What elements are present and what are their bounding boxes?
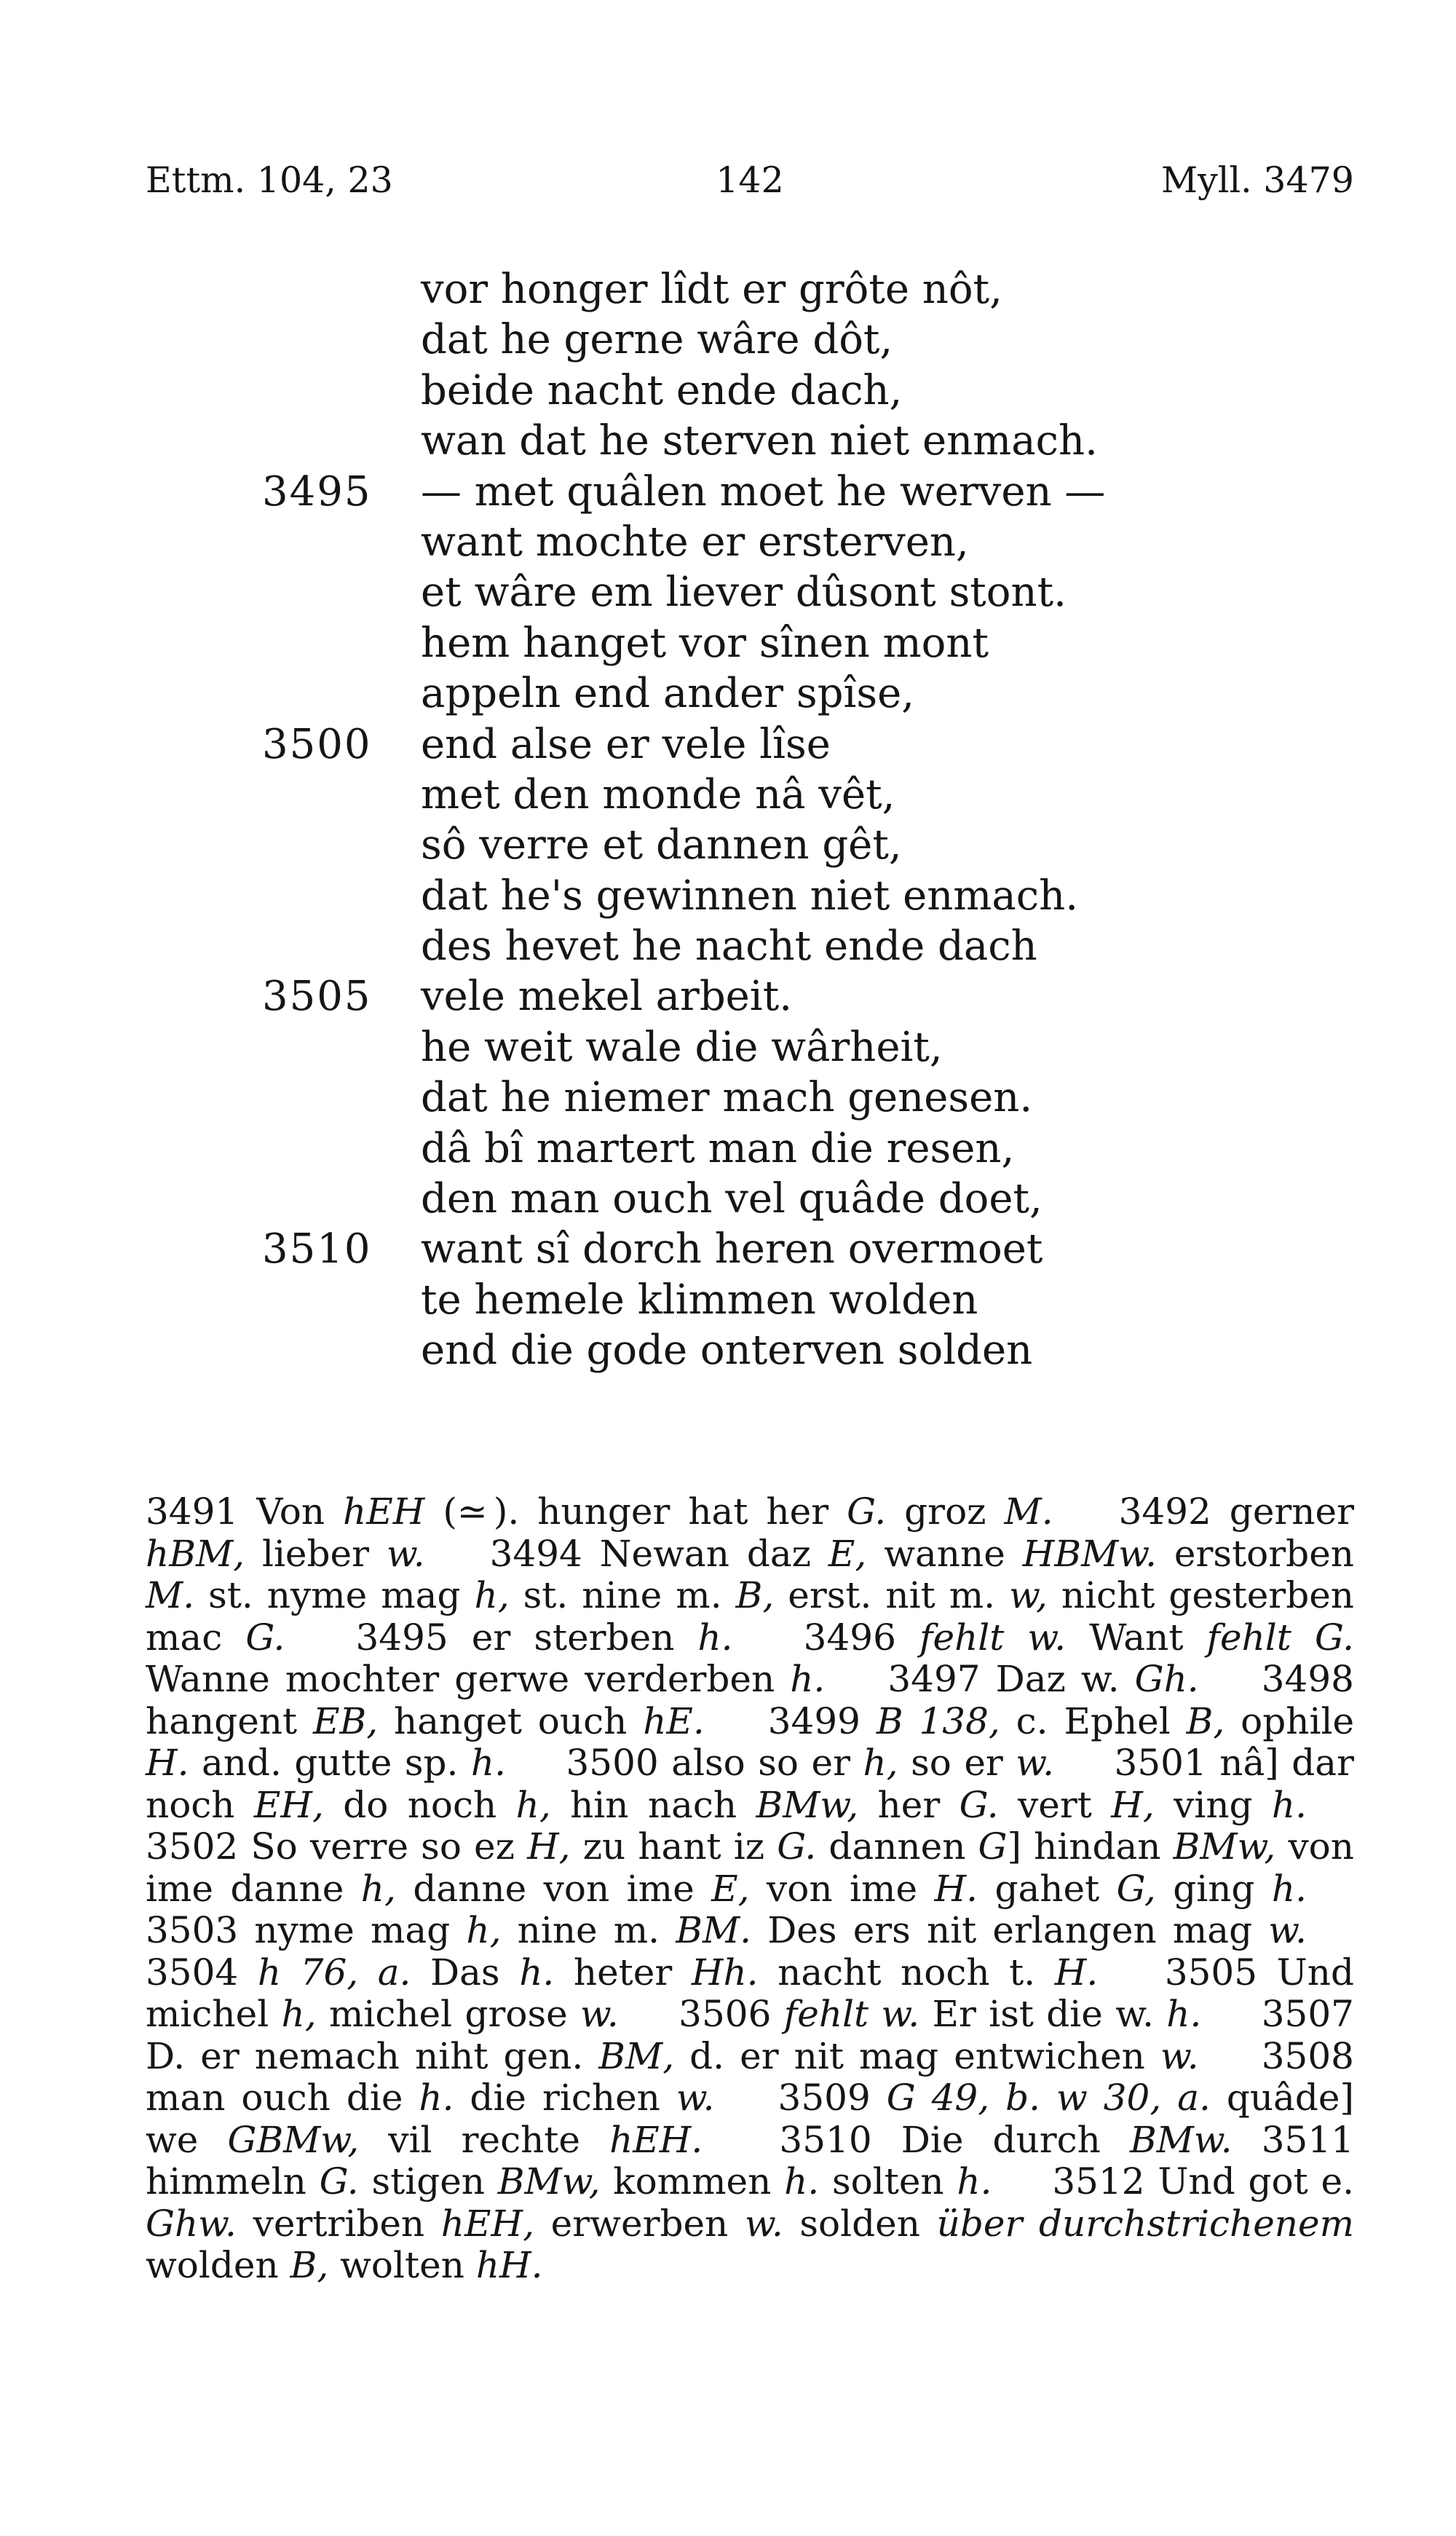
apparatus-text: dannen: [816, 1825, 978, 1868]
apparatus-text: 3507 D. er nemach niht gen.: [146, 1993, 1354, 2077]
apparatus-text: ging: [1155, 1867, 1272, 1910]
siglum-italic: b.: [1005, 2077, 1041, 2119]
verse-text: vor honger lîdt er grôte nôt,: [421, 266, 1002, 313]
siglum-italic: Gh.: [1134, 1658, 1199, 1700]
siglum-italic: B,: [290, 2244, 329, 2286]
siglum-italic: G: [978, 1825, 1008, 1868]
verse-line: [262, 668, 1208, 719]
verse-line: [262, 1174, 1208, 1224]
apparatus-text: so er: [898, 1742, 1016, 1784]
siglum-italic: hH.: [475, 2244, 543, 2286]
apparatus-text: zu hant iz: [570, 1825, 778, 1868]
verse-number: 3495: [262, 467, 372, 516]
apparatus-text: 3512 Und got e.: [1052, 2160, 1354, 2203]
siglum-italic: E,: [828, 1532, 867, 1575]
siglum-italic: über durchstrichenem: [936, 2202, 1354, 2245]
siglum-italic: BMw.: [1129, 2118, 1233, 2161]
apparatus-text: Er ist die w.: [919, 1993, 1167, 2035]
siglum-italic: h,: [515, 1783, 551, 1826]
siglum-italic: fehlt G.: [1206, 1616, 1354, 1659]
verse-text: end alse er vele lîse: [421, 720, 831, 768]
apparatus-text: hin nach: [550, 1783, 756, 1826]
apparatus-text: 3505 Und michel: [146, 1951, 1354, 2035]
verse-text: den man ouch vel quâde doet,: [421, 1175, 1042, 1223]
verse-line: [262, 366, 1208, 416]
verse-line: [262, 618, 1208, 668]
siglum-italic: M.: [146, 1574, 195, 1616]
apparatus-text: Das: [411, 1951, 520, 1994]
siglum-italic: w.: [1016, 1742, 1055, 1784]
verse-text: want mochte er ersterven,: [421, 518, 969, 566]
apparatus-text: erwerben: [534, 2202, 745, 2245]
apparatus-text: ophile: [1224, 1699, 1355, 1742]
siglum-italic: H,: [1111, 1783, 1155, 1826]
siglum-italic: h,: [863, 1742, 898, 1784]
siglum-italic: w.: [676, 2077, 715, 2119]
apparatus-text: d. er nit mag entwichen: [674, 2034, 1160, 2077]
verse-line: [262, 1073, 1208, 1123]
verse-line: [262, 467, 1208, 517]
verse-text: wan dat he sterven niet enmach.: [421, 417, 1098, 465]
siglum-italic: w.: [744, 2202, 783, 2245]
siglum-italic: w.: [386, 1532, 425, 1575]
apparatus-text: 3509: [778, 2077, 887, 2119]
apparatus-text: 3510 Die durch: [779, 2118, 1130, 2161]
apparatus-text: 3497 Daz w.: [887, 1658, 1135, 1700]
apparatus-text: 3498 hangent: [146, 1658, 1354, 1742]
siglum-italic: h,: [360, 1867, 396, 1910]
siglum-italic: B 138,: [876, 1699, 1000, 1742]
header-left-reference: Ettm. 104, 23: [146, 159, 393, 201]
verse-text: des hevet he nacht ende dach: [421, 923, 1037, 971]
verse-number: 3510: [262, 1225, 372, 1273]
verse-line: [262, 871, 1208, 921]
apparatus-text: danne von ime: [395, 1867, 712, 1910]
apparatus-text: lieber: [245, 1532, 387, 1575]
verse-text: beide nacht ende dach,: [421, 366, 903, 414]
siglum-italic: BM,: [598, 2034, 675, 2077]
verse-text: dat he's gewinnen niet enmach.: [421, 872, 1078, 920]
siglum-italic: h.: [419, 2077, 454, 2119]
apparatus-text: erstorben: [1157, 1532, 1354, 1575]
apparatus-text: c. Ephel: [1000, 1699, 1187, 1742]
apparatus-text: [358, 1951, 378, 1994]
verse-text: dat he niemer mach genesen.: [421, 1074, 1033, 1122]
verse-text: hem hanget vor sînen mont: [421, 619, 989, 667]
apparatus-text: nicht gesterben mac: [146, 1574, 1355, 1659]
apparatus-text: Des ers nit erlangen mag: [751, 1909, 1269, 1951]
siglum-italic: G.: [777, 1825, 817, 1868]
apparatus-text: ving: [1154, 1783, 1272, 1826]
siglum-italic: h 76,: [257, 1951, 359, 1994]
siglum-italic: w.: [1160, 2034, 1199, 2077]
siglum-italic: GBMw,: [227, 2118, 360, 2161]
verse-text: met den monde nâ vêt,: [421, 770, 895, 818]
verse-text: te hemele klimmen wolden: [421, 1276, 978, 1324]
verse-line: [262, 1275, 1208, 1325]
verse-text: appeln end ander spîse,: [421, 670, 915, 718]
verse-line: [262, 971, 1208, 1022]
verse-text: — met quâlen moet he werven —: [421, 467, 1106, 516]
page-number: 142: [716, 159, 784, 201]
verse-line: [262, 770, 1208, 820]
apparatus-text: 3502 So verre so ez: [146, 1825, 528, 1868]
apparatus-text: Want: [1066, 1616, 1207, 1659]
verse-line: [262, 921, 1208, 971]
siglum-italic: w 30,: [1056, 2077, 1162, 2119]
siglum-italic: M.: [1004, 1490, 1053, 1533]
apparatus-text: vertriben: [236, 2202, 441, 2245]
siglum-italic: hEH,: [440, 2202, 534, 2245]
apparatus-text: stigen: [358, 2160, 498, 2203]
apparatus-text: wolten: [328, 2244, 476, 2286]
siglum-italic: EH,: [253, 1783, 324, 1826]
siglum-italic: hEH.: [609, 2118, 703, 2161]
apparatus-text: 3508 man ouch die: [146, 2034, 1354, 2119]
siglum-italic: G.: [847, 1490, 887, 1533]
verse-line: [262, 1224, 1208, 1274]
siglum-italic: h.: [1166, 1993, 1202, 2035]
apparatus-text: st. nyme mag: [194, 1574, 475, 1616]
verse-line: [262, 1022, 1208, 1073]
apparatus-text: 3496: [803, 1616, 919, 1659]
siglum-italic: h.: [697, 1616, 733, 1659]
siglum-italic: G.: [959, 1783, 999, 1826]
verse-line: [262, 264, 1208, 315]
siglum-italic: h.: [519, 1951, 555, 1994]
apparatus-text: [989, 2077, 1005, 2119]
apparatus-text: vert: [998, 1783, 1112, 1826]
apparatus-text: nine m.: [501, 1909, 676, 1951]
running-header: [146, 155, 1354, 206]
apparatus-text: kommen: [600, 2160, 785, 2203]
siglum-italic: h.: [784, 2160, 820, 2203]
siglum-italic: fehlt w.: [783, 1993, 920, 2035]
verse-line: [262, 315, 1208, 365]
apparatus-text: von ime danne: [146, 1825, 1354, 1910]
apparatus-text: ] hindan: [1007, 1825, 1174, 1868]
apparatus-text: st. nine m.: [509, 1574, 736, 1616]
apparatus-symbol: ≃: [456, 1490, 488, 1533]
siglum-italic: G 49,: [886, 2077, 990, 2119]
siglum-italic: H.: [1054, 1951, 1099, 1994]
siglum-italic: hEH: [343, 1490, 425, 1533]
apparatus-text: 3503 nyme mag: [146, 1909, 467, 1951]
apparatus-text: 3501 nâ] dar noch: [146, 1742, 1354, 1826]
apparatus-text: ). hunger hat her: [493, 1490, 847, 1533]
header-right-reference: Myll. 3479: [1160, 159, 1354, 201]
verse-line: [262, 416, 1208, 466]
apparatus-text: [1040, 2077, 1056, 2119]
apparatus-text: Wanne mochter gerwe verderben: [146, 1658, 791, 1700]
verse-text: dat he gerne wâre dôt,: [421, 316, 893, 364]
siglum-italic: H.: [146, 1742, 189, 1784]
verse-line: [262, 820, 1208, 870]
siglum-italic: hBM,: [146, 1532, 245, 1575]
apparatus-text: 3506: [678, 1993, 784, 2035]
critical-apparatus: [146, 1491, 1354, 2287]
apparatus-text: quâde] we: [146, 2077, 1354, 2161]
apparatus-text: 3491 Von: [146, 1490, 344, 1533]
verse-text: he weit wale die wârheit,: [421, 1023, 943, 1071]
siglum-italic: h,: [466, 1909, 502, 1951]
verse-line: [262, 719, 1208, 770]
apparatus-text: and. gutte sp.: [189, 1742, 471, 1784]
siglum-italic: HBMw.: [1022, 1532, 1158, 1575]
apparatus-text: solden: [783, 2202, 937, 2245]
apparatus-text: gahet: [978, 1867, 1117, 1910]
siglum-italic: E,: [711, 1867, 750, 1910]
apparatus-text: 3492 gerner: [1118, 1490, 1354, 1533]
apparatus-text: wanne: [866, 1532, 1023, 1575]
apparatus-text: 3500 also so er: [566, 1742, 863, 1784]
siglum-italic: H.: [934, 1867, 978, 1910]
siglum-italic: B,: [735, 1574, 775, 1616]
siglum-italic: w.: [580, 1993, 619, 2035]
verse-text: sô verre et dannen gêt,: [421, 821, 902, 869]
siglum-italic: h,: [281, 1993, 317, 2035]
siglum-italic: G.: [319, 2160, 359, 2203]
siglum-italic: BMw,: [1173, 1825, 1276, 1868]
verse-line: [262, 1325, 1208, 1375]
siglum-italic: h,: [474, 1574, 510, 1616]
siglum-italic: w.: [1268, 1909, 1307, 1951]
apparatus-text: hanget ouch: [378, 1699, 644, 1742]
siglum-italic: Hh.: [691, 1951, 759, 1994]
siglum-italic: h.: [470, 1742, 506, 1784]
apparatus-text: heter: [554, 1951, 692, 1994]
apparatus-text: michel grose: [316, 1993, 581, 2035]
siglum-italic: h.: [957, 2160, 992, 2203]
apparatus-text: von ime: [749, 1867, 935, 1910]
verse-text-block: [262, 264, 1208, 1376]
apparatus-text: erst. nit m.: [774, 1574, 1010, 1616]
apparatus-text: 3495 er sterben: [355, 1616, 698, 1659]
siglum-italic: a.: [377, 1951, 411, 1994]
apparatus-text: vil rechte: [359, 2118, 610, 2161]
apparatus-text: 3494 Newan daz: [489, 1532, 828, 1575]
verse-line: [262, 517, 1208, 567]
apparatus-text: groz: [886, 1490, 1005, 1533]
siglum-italic: h.: [1271, 1783, 1307, 1826]
apparatus-text: die richen: [454, 2077, 676, 2119]
apparatus-text: solten: [819, 2160, 957, 2203]
apparatus-text: wolden: [146, 2244, 290, 2286]
apparatus-text: 3504: [146, 1951, 258, 1994]
siglum-italic: w,: [1009, 1574, 1048, 1616]
siglum-italic: h.: [790, 1658, 826, 1700]
siglum-italic: hE.: [643, 1699, 705, 1742]
verse-text: vele mekel arbeit.: [421, 973, 793, 1021]
apparatus-text: do noch: [323, 1783, 516, 1826]
verse-number: 3505: [262, 973, 372, 1021]
apparatus-text: 3511 himmeln: [146, 2118, 1354, 2203]
apparatus-text: (: [424, 1490, 457, 1533]
siglum-italic: fehlt w.: [919, 1616, 1067, 1659]
verse-line: [262, 1123, 1208, 1174]
verse-text: dâ bî martert man die resen,: [421, 1124, 1015, 1172]
verse-number: 3500: [262, 720, 372, 768]
siglum-italic: G.: [245, 1616, 285, 1659]
siglum-italic: BM.: [676, 1909, 752, 1951]
siglum-italic: H,: [527, 1825, 571, 1868]
verse-text: want sî dorch heren overmoet: [421, 1225, 1043, 1273]
siglum-italic: BMw,: [756, 1783, 859, 1826]
apparatus-text: nacht noch t.: [758, 1951, 1055, 1994]
siglum-italic: G,: [1116, 1867, 1156, 1910]
apparatus-text: [1161, 2077, 1177, 2119]
verse-text: end die gode onterven solden: [421, 1327, 1033, 1375]
apparatus-text: her: [858, 1783, 960, 1826]
verse-line: [262, 567, 1208, 617]
apparatus-text: 3499: [767, 1699, 877, 1742]
siglum-italic: a.: [1177, 2077, 1211, 2119]
siglum-italic: BMw,: [497, 2160, 601, 2203]
siglum-italic: EB,: [313, 1699, 379, 1742]
siglum-italic: B,: [1186, 1699, 1225, 1742]
verse-text: et wâre em liever dûsont stont.: [421, 569, 1067, 617]
siglum-italic: h.: [1271, 1867, 1307, 1910]
siglum-italic: Ghw.: [146, 2202, 237, 2245]
